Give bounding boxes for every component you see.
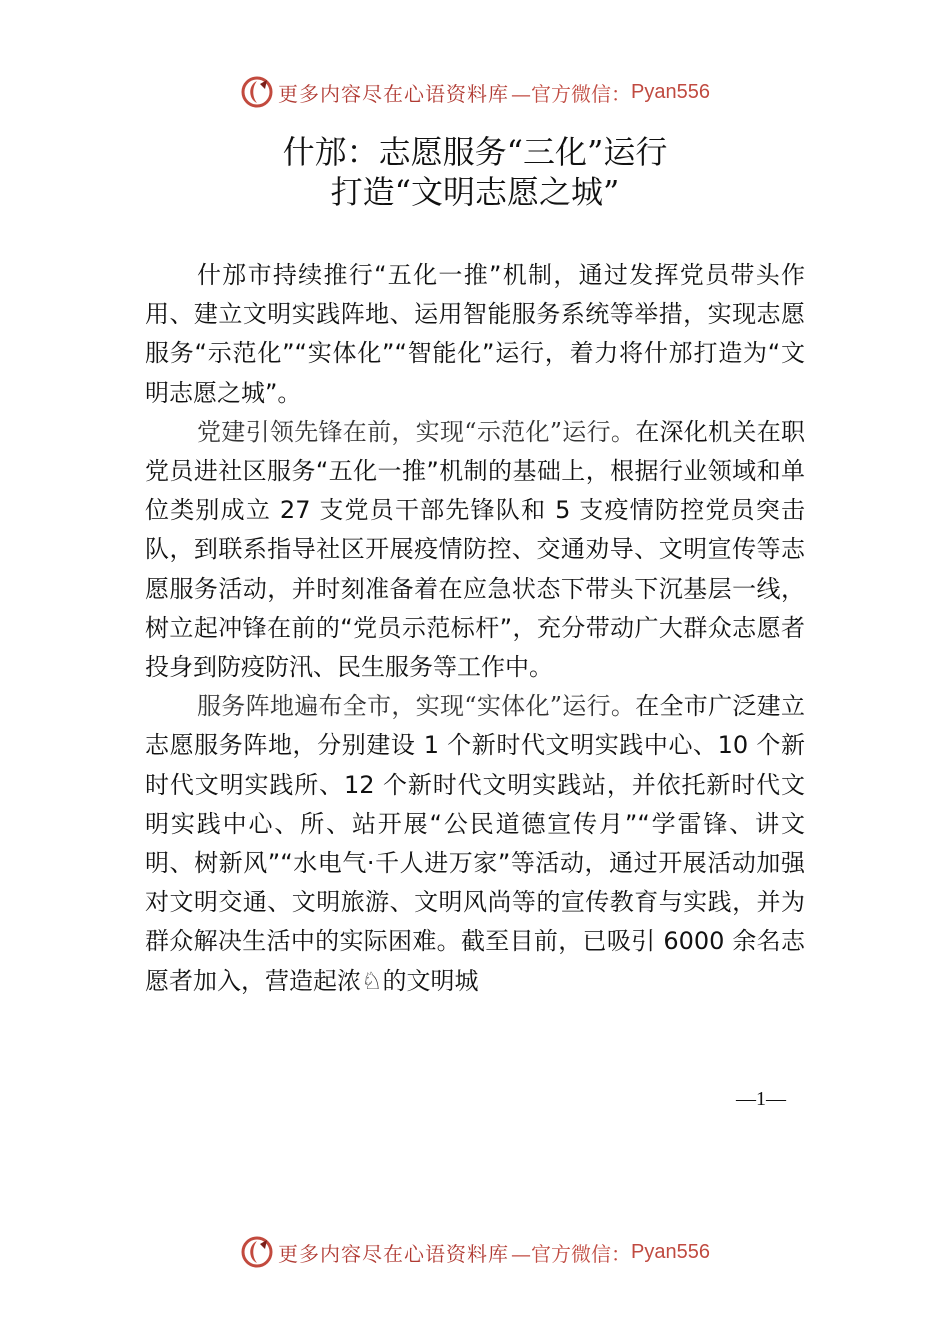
banner-brand-text: 更多内容尽在心语资料库: [278, 1241, 510, 1266]
paragraph-intro: 什邡市持续推行“五化一推”机制，通过发挥党员带头作用、建立文明实践阵地、运用智能服务系统等举措，实现志愿服务“示范化”“实体化”“智能化”运行，着力将什邡打造为“文明志愿之城”。: [145, 261, 805, 407]
paragraph-lead: 党建引领先锋在前，实现“示范化”运行。: [197, 417, 636, 446]
banner-brand-text: 更多内容尽在心语资料库: [278, 81, 510, 106]
watermark-banner-top: [0, 72, 950, 112]
document-body: [145, 256, 805, 1001]
paragraph-demonstration: [145, 413, 805, 687]
paragraph-text: 在深化机关在职党员进社区服务“五化一推”机制的基础上，根据行业领域和单位类别成立 27 支党员干部先锋队和 5 支疫情防控党员突击队，到联系指导社区开展疫情防控、交通劝导、文明宣传等志愿服务活动，并时刻准备着在应急状态下带头下沉基层一线，树立起冲锋在前的“党员示范标杆”，充分带动广大群众志愿者投身到防疫防汛、民生服务等工作中。: [145, 417, 805, 682]
document-title-line-1: 什邡：志愿服务“三化”运行: [282, 133, 668, 171]
paragraph-lead: 服务阵地遍布全市，实现“实体化”运行。: [197, 692, 636, 721]
banner-wechat-account: Pyan556: [631, 80, 710, 103]
paragraph-entity: [145, 687, 805, 1001]
banner-wechat-label: —官方微信：: [511, 81, 632, 106]
page-number: —1—: [736, 1088, 786, 1110]
document-title-line-2: 打造“文明志愿之城”: [330, 173, 620, 211]
watermark-banner-bottom: [0, 1232, 950, 1272]
banner-wechat-label: —官方微信：: [511, 1241, 632, 1266]
paragraph-text: 在全市广泛建立志愿服务阵地，分别建设 1 个新时代文明实践中心、10 个新时代文明实践所、12 个新时代文明实践站，并依托新时代文明实践中心、所、站开展“公民道德宣传月”“学雷锋、讲文明、树新风”“水电气·千人进万家”等活动，通过开展活动加强对文明交通、文明旅游、文明风尚等的宣传教育与实践，并为群众解决生活中的实际困难。截至目前，已吸引 6000 余名志愿者加入，营造起浓♘的文明城: [145, 692, 805, 995]
spiral-book-logo-icon: [240, 75, 274, 109]
banner-wechat-account: Pyan556: [631, 1240, 710, 1263]
spiral-book-logo-icon: [240, 1235, 274, 1269]
